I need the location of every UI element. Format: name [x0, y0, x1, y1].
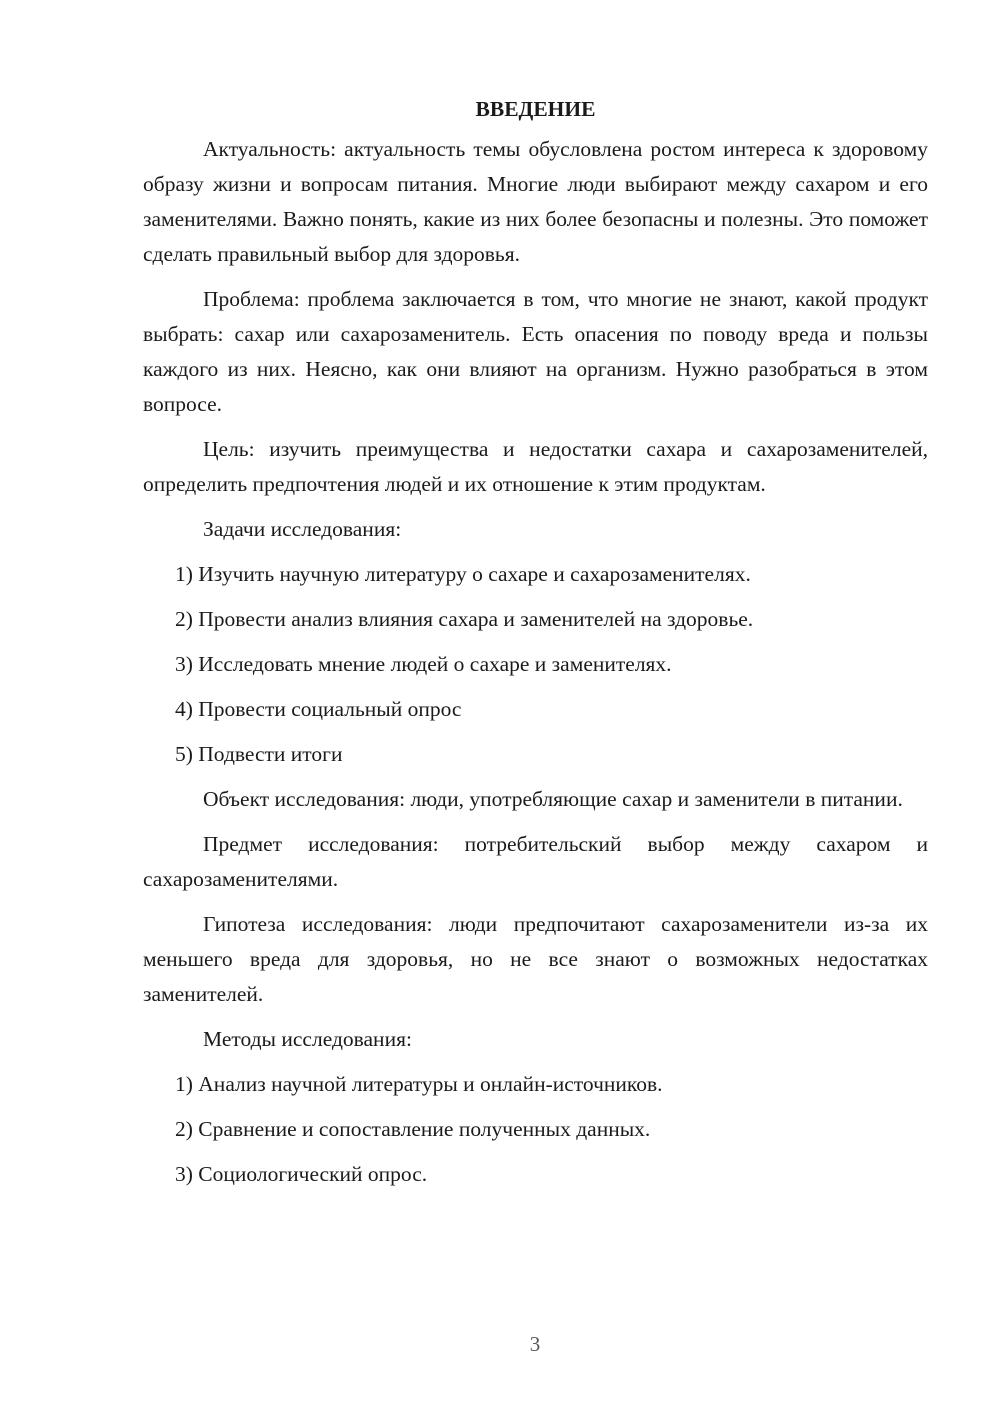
hypothesis-paragraph: Гипотеза исследования: люди предпочитают сахарозаменители из-за их меньшего вреда для здоровья, но не все знают о возможных недостатках заменителей. [143, 912, 928, 1006]
document-page [143, 92, 928, 1202]
tasks-heading: Задачи исследования: [203, 517, 402, 541]
tasks-list [143, 557, 928, 772]
list-item: 5) Подвести итоги [175, 742, 343, 766]
list-item: 3) Исследовать мнение людей о сахаре и заменителях. [175, 652, 672, 676]
goal-paragraph: Цель: изучить преимущества и недостатки сахара и сахарозаменителей, определить предпочтения людей и их отношение к этим продуктам. [143, 437, 928, 496]
object-paragraph: Объект исследования: люди, употребляющие сахар и заменители в питании. [203, 787, 903, 811]
list-item: 1) Анализ научной литературы и онлайн-источников. [175, 1072, 663, 1096]
methods-heading: Методы исследования: [203, 1027, 412, 1051]
page-number: 3 [529, 1332, 541, 1356]
subject-paragraph: Предмет исследования: потребительский выбор между сахаром и сахарозаменителями. [143, 832, 928, 891]
relevance-paragraph: Актуальность: актуальность темы обусловлена ростом интереса к здоровому образу жизни и вопросам питания. Многие люди выбирают между сахаром и его заменителями. Важно понять, какие из них более безопасны и полезны. Это поможет сделать правильный выбор для здоровья. [143, 137, 928, 266]
list-item: 2) Провести анализ влияния сахара и заменителей на здоровье. [175, 607, 754, 631]
problem-paragraph: Проблема: проблема заключается в том, что многие не знают, какой продукт выбрать: сахар или сахарозаменитель. Есть опасения по поводу вреда и пользы каждого из них. Неясно, как они влияют на организм. Нужно разобраться в этом вопросе. [143, 287, 928, 416]
methods-list [143, 1067, 928, 1192]
list-item: 3) Социологический опрос. [175, 1162, 428, 1186]
section-title: ВВЕДЕНИЕ [475, 97, 596, 121]
list-item: 2) Сравнение и сопоставление полученных данных. [175, 1117, 651, 1141]
list-item: 4) Провести социальный опрос [175, 697, 462, 721]
list-item: 1) Изучить научную литературу о сахаре и сахарозаменителях. [175, 562, 751, 586]
